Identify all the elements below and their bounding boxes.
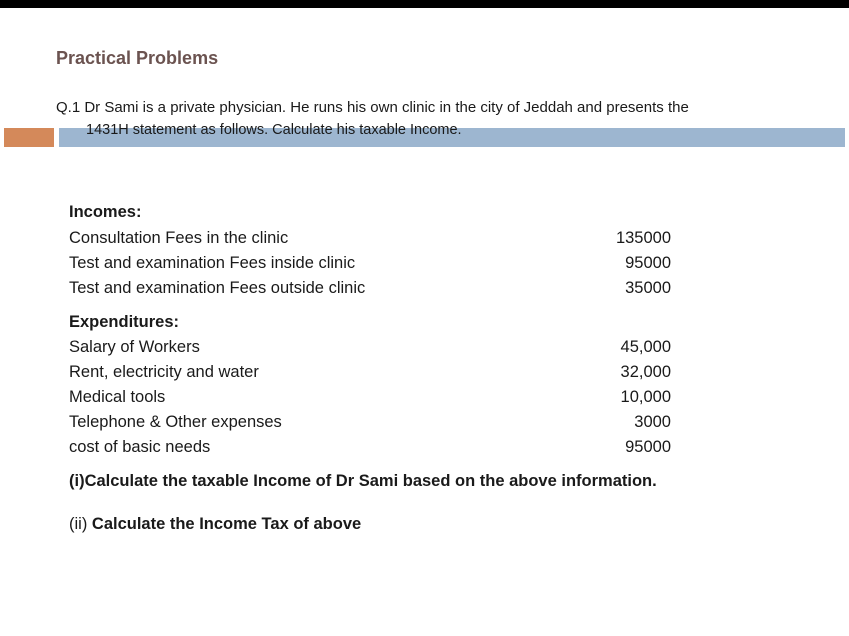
question-line-1: Q.1 Dr Sami is a private physician. He runs his own clinic in the city of Jeddah and presents the	[56, 99, 689, 116]
question-line-2: 1431H statement as follows. Calculate his taxable Income.	[86, 122, 462, 138]
expense-label-telephone: Telephone & Other expenses	[69, 413, 282, 431]
page-title: Practical Problems	[56, 48, 219, 68]
accent-bar-orange	[4, 128, 54, 147]
expense-value-medical: 10,000	[620, 388, 671, 406]
expense-value-telephone: 3000	[634, 413, 671, 431]
income-label-consultation: Consultation Fees in the clinic	[69, 229, 289, 247]
task-2-prefix: (ii)	[69, 515, 92, 533]
expenditures-heading: Expenditures:	[69, 313, 180, 331]
task-1: (i)Calculate the taxable Income of Dr Sami based on the above information.	[69, 472, 657, 490]
income-value-consultation: 135000	[615, 229, 671, 247]
incomes-heading: Incomes:	[69, 203, 142, 221]
income-label-test-inside: Test and examination Fees inside clinic	[69, 254, 356, 272]
expense-label-rent: Rent, electricity and water	[69, 363, 259, 381]
expense-value-rent: 32,000	[620, 363, 671, 381]
income-value-test-inside: 95000	[625, 254, 671, 272]
income-value-test-outside: 35000	[625, 279, 671, 297]
expense-value-salary: 45,000	[620, 338, 671, 356]
expense-label-basic-needs: cost of basic needs	[69, 438, 211, 456]
income-label-test-outside: Test and examination Fees outside clinic	[69, 279, 366, 297]
top-border	[0, 0, 849, 8]
task-2	[69, 515, 361, 534]
task-2-text: Calculate the Income Tax of above	[91, 515, 362, 533]
expense-value-basic-needs: 95000	[625, 438, 671, 456]
expense-label-salary: Salary of Workers	[69, 338, 200, 356]
expense-label-medical: Medical tools	[69, 388, 166, 406]
